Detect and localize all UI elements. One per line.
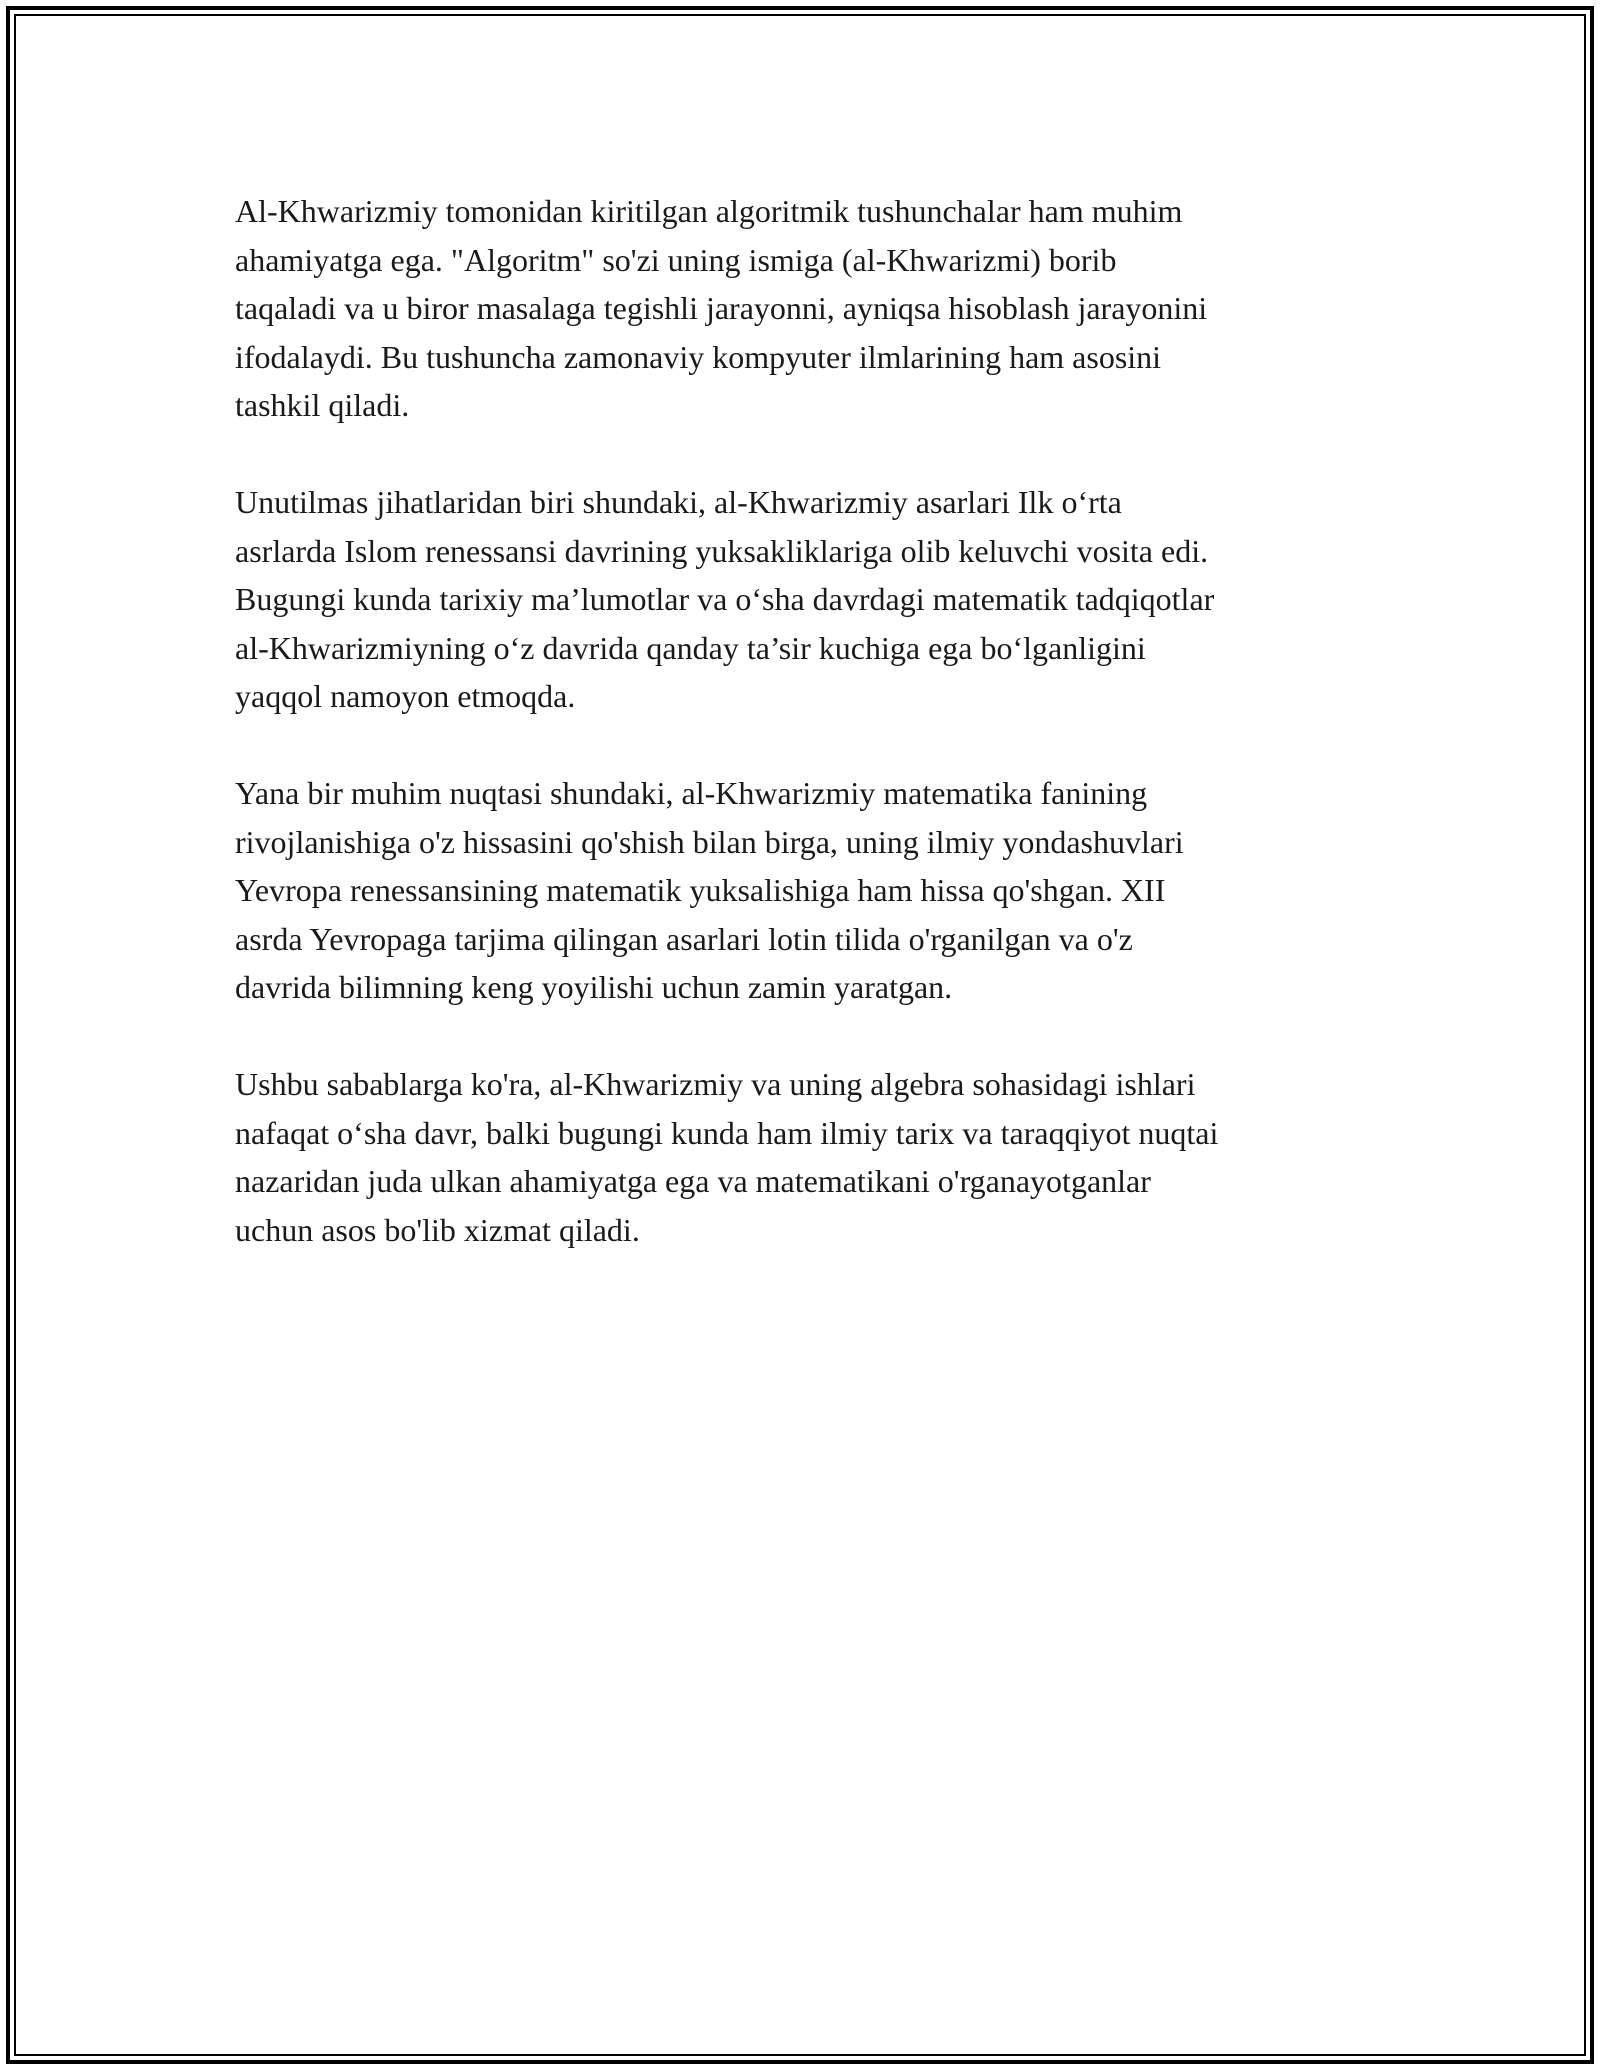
text-line: al-Khwarizmiyning o‘z davrida qanday ta’sir kuchiga ega bo‘lganligini xyxy=(235,629,1146,666)
text-line: Ushbu sabablarga ko'ra, al-Khwarizmiy va uning algebra sohasidagi ishlari xyxy=(235,1066,1196,1102)
text-line: asrda Yevropaga tarjima qilingan asarlari lotin tilida o'rganilgan va o'z xyxy=(235,920,1133,957)
text-line: taqaladi va u biror masalaga tegishli jarayonni, ayniqsa hisoblash jarayonini xyxy=(235,290,1208,326)
document-body xyxy=(235,187,1370,1303)
text-line: ahamiyatga ega. "Algoritm" so'zi uning ismiga (al-Khwarizmi) borib xyxy=(235,241,1117,278)
paragraph-2 xyxy=(235,478,1370,721)
text-line: Al-Khwarizmiy tomonidan kiritilgan algoritmik tushunchalar ham muhim xyxy=(235,193,1183,229)
text-line: asrlarda Islom renessansi davrining yuksakliklariga olib keluvchi vosita edi. xyxy=(235,532,1209,569)
paragraph-1 xyxy=(235,187,1370,430)
text-line: Bugungi kunda tarixiy ma’lumotlar va o‘sha davrdagi matematik tadqiqotlar xyxy=(235,581,1215,617)
text-line: rivojlanishiga o'z hissasini qo'shish bilan birga, uning ilmiy yondashuvlari xyxy=(235,823,1184,860)
text-line: davrida bilimning keng yoyilishi uchun zamin yaratgan. xyxy=(235,969,953,1005)
text-line: tashkil qiladi. xyxy=(235,387,410,423)
text-line: ifodalaydi. Bu tushuncha zamonaviy kompyuter ilmlarining ham asosini xyxy=(235,338,1162,375)
text-line: Unutilmas jihatlaridan biri shundaki, al-Khwarizmiy asarlari Ilk o‘rta xyxy=(235,484,1122,520)
text-line: nazaridan juda ulkan ahamiyatga ega va matematikani o'rganayotganlar xyxy=(235,1163,1151,1199)
text-line: uchun asos bo'lib xizmat qiladi. xyxy=(235,1211,640,1248)
text-line: yaqqol namoyon etmoqda. xyxy=(235,678,576,714)
text-line: Yana bir muhim nuqtasi shundaki, al-Khwarizmiy matematika fanining xyxy=(235,775,1148,811)
text-line: nafaqat o‘sha davr, balki bugungi kunda ham ilmiy tarix va taraqqiyot nuqtai xyxy=(235,1114,1219,1151)
paragraph-3 xyxy=(235,769,1370,1012)
paragraph-4 xyxy=(235,1060,1370,1254)
text-line: Yevropa renessansining matematik yuksalishiga ham hissa qo'shgan. XII xyxy=(235,872,1166,908)
